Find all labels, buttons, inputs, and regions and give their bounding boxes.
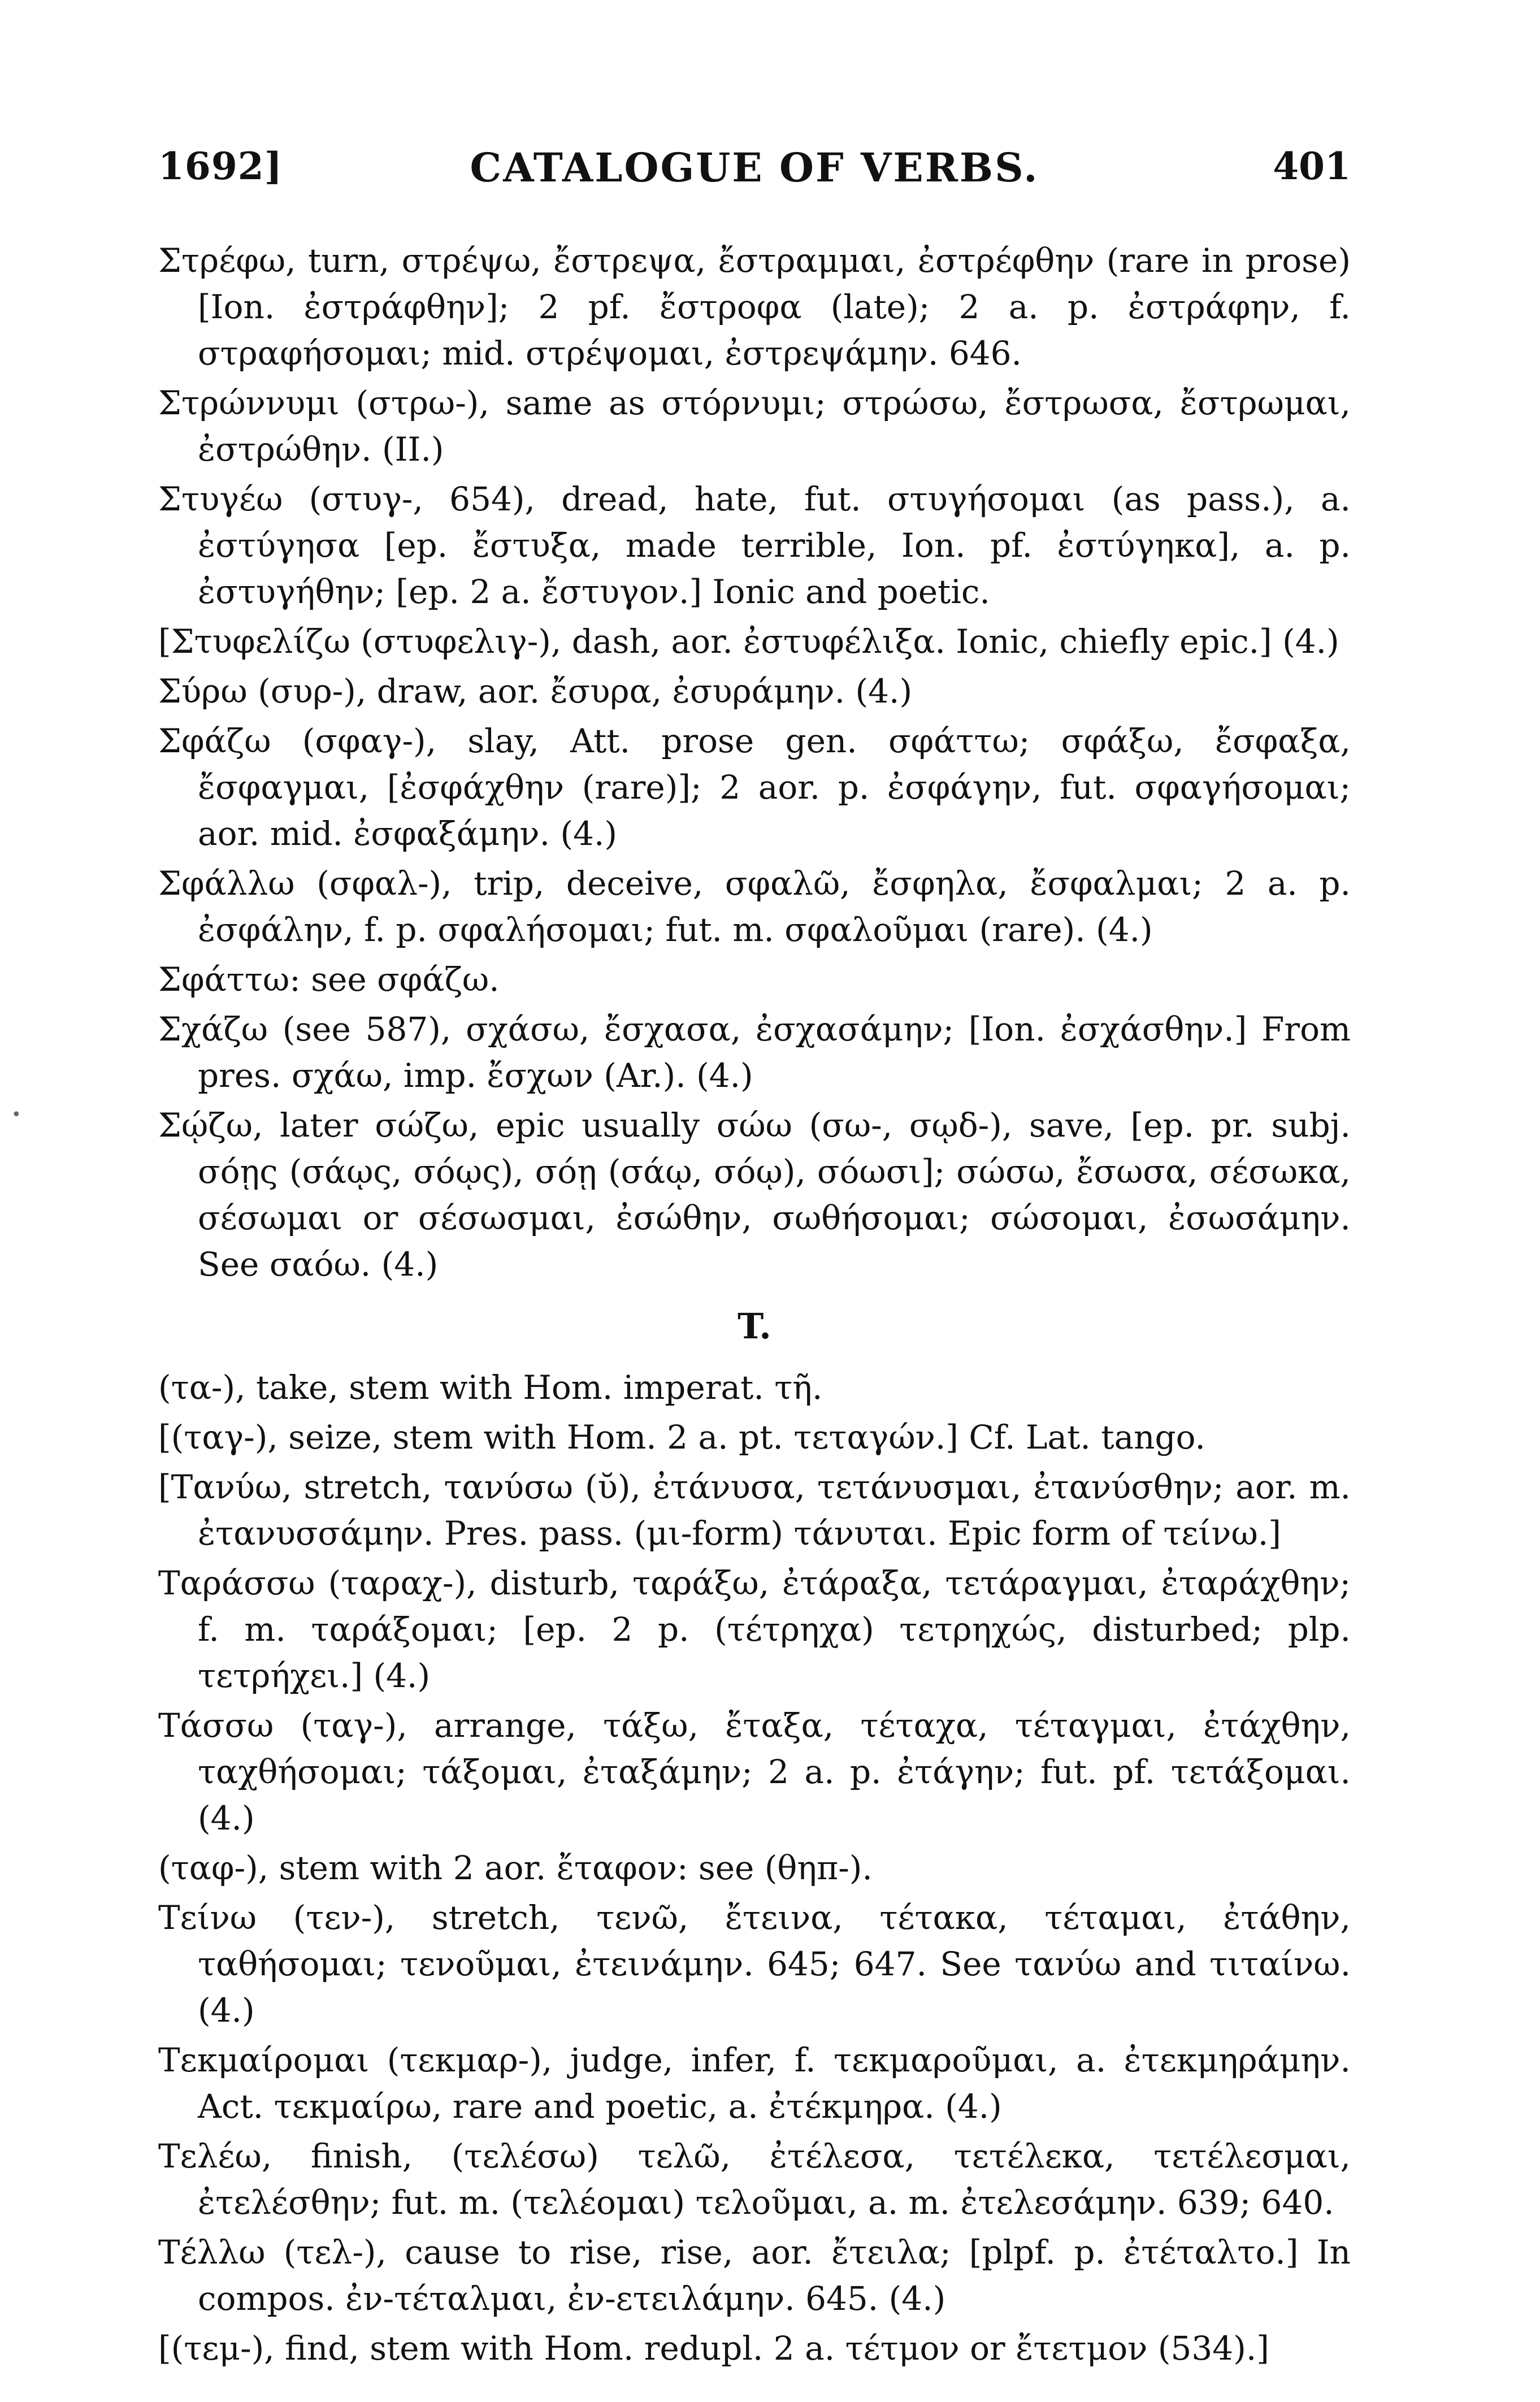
entry-ta: (τα-), take, stem with Hom. imperat. τῆ. (158, 1368, 823, 1407)
entry-strannymi: Στρώννυμι (στρω-), same as στόρνυμι; στρώσω, ἔστρωσα, ἔστρωμαι, ἐστρώθην. (II.) (158, 384, 1351, 469)
entry-teino: Τείνω (τεν-), stretch, τενῶ, ἔτεινα, τέτακα, τέταμαι, ἐτάθην, ταθήσομαι; τενοῦμαι, ἐτεινάμην. 645; 647. See τανύω and τιταίνω. (4.) (158, 1898, 1351, 2030)
entry-taph: (ταφ-), stem with 2 aor. ἔταφον: see (θηπ-). (158, 1849, 873, 1887)
entry-sphallo: Σφάλλω (σφαλ-), trip, deceive, σφαλῶ, ἔσφηλα, ἔσφαλμαι; 2 a. p. ἐσφάλην, f. p. σφαλήσομαι; fut. m. σφαλοῦμαι (rare). (4.) (158, 864, 1351, 949)
entry-tag: [(ταγ-), seize, stem with Hom. 2 a. pt. τεταγών.] Cf. Lat. tango. (158, 1418, 1205, 1456)
section-number: 1692] (158, 144, 283, 188)
entry-styphelizo: [Στυφελίζω (στυφελιγ-), dash, aor. ἐστυφέλιξα. Ionic, chiefly epic.] (4.) (158, 622, 1339, 661)
page-title: CATALOGUE OF VERBS. (470, 144, 1039, 191)
entry-syro: Σύρω (συρ-), draw, aor. ἔσυρα, ἐσυράμην. (4.) (158, 672, 913, 710)
verb-catalogue (158, 237, 1351, 2375)
entry-strepho: Στρέφω, turn, στρέψω, ἔστρεψα, ἔστραμμαι, ἐστρέφθην (rare in prose) [Ion. ἐστράφθην]; 2 pf. ἔστροφα (late); 2 a. p. ἐστράφην, f. στραφήσομαι; mid. στρέψομαι, ἐστρεψάμην. 646. (158, 241, 1351, 372)
entry-sozo: Σῴζω, later σώζω, epic usually σώω (σω-, σῳδ-), save, [ep. pr. subj. σόῃς (σάῳς, σόῳς), σόῃ (σάῳ, σόῳ), σόωσι]; σώσω, ἔσωσα, σέσωκα, σέσωμαι or σέσωσμαι, ἐσώθην, σωθήσομαι; σώσομαι, ἐσωσάμην. See σαόω. (4.) (158, 1106, 1351, 1284)
entry-tem: [(τεμ-), find, stem with Hom. redupl. 2 a. τέτμον or ἔτετμον (534).] (158, 2329, 1269, 2368)
entry-stygeo: Στυγέω (στυγ-, 654), dread, hate, fut. στυγήσομαι (as pass.), a. ἐστύγησα [ep. ἔστυξα, made terrible, Ion. pf. ἐστύγηκα], a. p. ἐστυγήθην; [ep. 2 a. ἔστυγον.] Ionic and poetic. (158, 480, 1351, 611)
entry-tarasso: Ταράσσω (ταραχ-), disturb, ταράξω, ἐτάραξα, τετάραγμαι, ἐταράχθην; f. m. ταράξομαι; [ep. 2 p. (τέτρηχα) τετρηχώς, disturbed; plp. τετρήχει.] (4.) (158, 1564, 1351, 1695)
entry-schazo: Σχάζω (see 587), σχάσω, ἔσχασα, ἐσχασάμην; [Ion. ἐσχάσθην.] From pres. σχάω, imp. ἔσχων (Ar.). (4.) (158, 1010, 1351, 1095)
entry-tanyo: [Τανύω, stretch, τανύσω (ῠ), ἐτάνυσα, τετάνυσμαι, ἐτανύσθην; aor. m. ἐτανυσσάμην. Pres. pass. (μι-form) τάνυται. Epic form of τείνω.] (158, 1468, 1351, 1553)
entry-sphatto: Σφάττω: see σφάζω. (158, 960, 500, 999)
entry-sphazo: Σφάζω (σφαγ-), slay, Att. prose gen. σφάττω; σφάξω, ἔσφαξα, ἔσφαγμαι, [ἐσφάχθην (rare)]; 2 aor. p. ἐσφάγην, fut. σφαγήσομαι; aor. mid. ἐσφαξάμην. (4.) (158, 722, 1351, 853)
entry-tekmairomai: Τεκμαίρομαι (τεκμαρ-), judge, infer, f. τεκμαροῦμαι, a. ἐτεκμηράμην. Act. τεκμαίρω, rare and poetic, a. ἐτέκμηρα. (4.) (158, 2041, 1351, 2126)
entry-tasso: Τάσσω (ταγ-), arrange, τάξω, ἔταξα, τέταχα, τέταγμαι, ἐτάχθην, ταχθήσομαι; τάξομαι, ἐταξάμην; 2 a. p. ἐτάγην; fut. pf. τετάξομαι. (4.) (158, 1706, 1351, 1837)
page-header (158, 144, 1351, 195)
margin-mark: • (11, 1105, 21, 1125)
entry-teleo: Τελέω, finish, (τελέσω) τελῶ, ἐτέλεσα, τετέλεκα, τετέλεσμαι, ἐτελέσθην; fut. m. (τελέομαι) τελοῦμαι, a. m. ἐτελεσάμην. 639; 640. (158, 2137, 1351, 2222)
page-number: 401 (1273, 144, 1351, 188)
section-letter-t: T. (738, 1306, 771, 1347)
entry-tello: Τέλλω (τελ-), cause to rise, rise, aor. ἔτειλα; [plpf. p. ἐτέταλτο.] In compos. ἐν-τέταλμαι, ἐν-ετειλάμην. 645. (4.) (158, 2233, 1351, 2318)
